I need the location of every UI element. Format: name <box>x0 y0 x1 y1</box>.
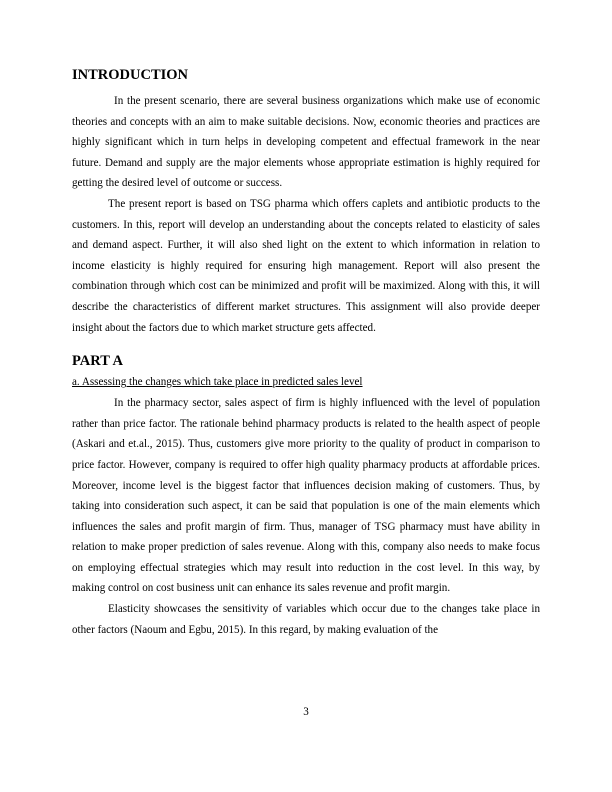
intro-paragraph-2: The present report is based on TSG pharma which offers caplets and antibiotic products to the customers. In this, report will develop an understanding about the concepts related to elasticity of sales and demand aspect. Further, it will also shed light on the extent to which information in relation to income elasticity is highly required for ensuring high management. Report will also present the combination through which cost can be minimized and profit will be maximized. Along with this, it will describe the characteristics of different market structures. This assignment will also provide deeper insight about the factors due to which market structure gets affected. <box>72 197 540 334</box>
part-a-paragraph-1: In the pharmacy sector, sales aspect of firm is highly influenced with the level of population rather than price factor. The rationale behind pharmacy products is related to the health aspect of people (Askari and et.al., 2015). Thus, customers give more priority to the quality of product in comparison to price factor. However, company is required to offer high quality pharmacy products at affordable prices. Moreover, income level is the biggest factor that influences decision making of customers. Thus, by taking into consideration such aspect, it can be said that population is one of the main elements which influences the sales and profit margin of firm. Thus, manager of TSG pharmacy must have ability in relation to make proper prediction of sales revenue. Along with this, company also needs to make focus on employing effectual strategies which may result into reduction in the cost level. In this way, by making control on cost business unit can enhance its sales revenue and profit margin. <box>72 397 540 595</box>
intro-paragraph-1: In the present scenario, there are several business organizations which make use of economic theories and concepts with an aim to make suitable decisions. Now, economic theories and practices are highly significant which in turn helps in developing competent and effectual framework in the near future. Demand and supply are the major elements whose appropriate estimation is highly required for getting the desired level of outcome or success. <box>72 95 540 190</box>
part-a-subheading: a. Assessing the changes which take place in predicted sales level <box>72 376 363 389</box>
part-a-paragraph-2: Elasticity showcases the sensitivity of variables which occur due to the changes take place in other factors (Naoum and Egbu, 2015). In this regard, by making evaluation of the <box>72 603 540 636</box>
document-page <box>72 66 540 640</box>
introduction-heading: INTRODUCTION <box>72 67 189 83</box>
part-a-heading: PART A <box>72 353 123 370</box>
page-number: 3 <box>303 706 309 718</box>
